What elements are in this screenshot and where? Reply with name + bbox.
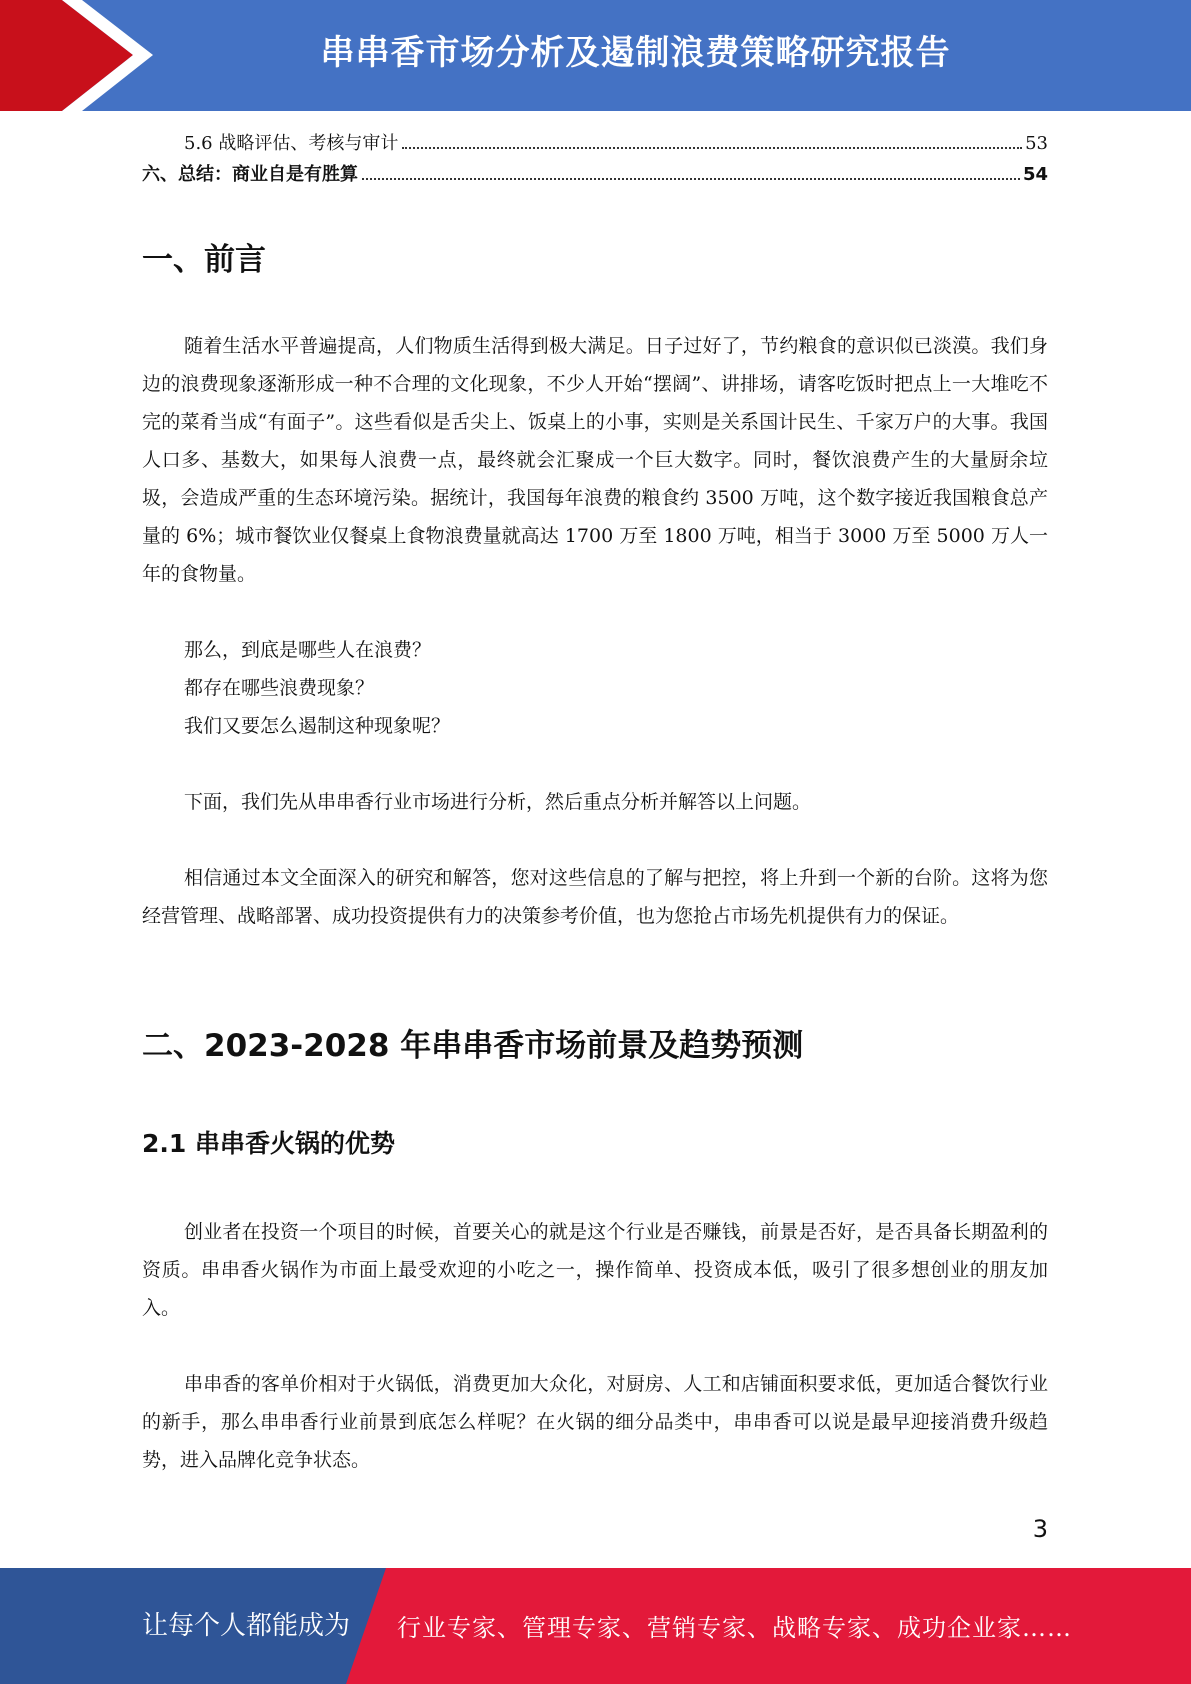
report-title: 串串香市场分析及遏制浪费策略研究报告 [320,33,951,73]
question-2: 都存在哪些浪费现象？ [184,677,375,699]
page-header [0,0,1191,111]
question-1: 那么，到底是哪些人在浪费？ [184,639,432,661]
toc-entry-page: 54 [1022,164,1048,185]
toc-entry-label: 5.6 战略评估、考核与审计 [184,133,399,154]
toc-entry[interactable] [142,160,1048,191]
footer-slogan-right: 行业专家、管理专家、营销专家、战略专家、成功企业家…… [397,1614,1072,1642]
table-of-contents [142,129,1048,191]
section-heading-market-outlook: 二、2023-2028 年串串香市场前景及趋势预测 [142,1028,804,1064]
subsection-heading-advantages: 2.1 串串香火锅的优势 [142,1129,395,1158]
section-heading-preface: 一、前言 [142,242,266,278]
preface-paragraph-3: 相信通过本文全面深入的研究和解答，您对这些信息的了解与把控，将上升到一个新的台阶。这将为您经营管理、战略部署、成功投资提供有力的决策参考价值，也为您抢占市场先机提供有力的保证。 [142,867,1048,927]
page-number: 3 [1032,1515,1048,1543]
preface-paragraph-1: 随着生活水平普遍提高，人们物质生活得到极大满足。日子过好了，节约粮食的意识似已淡漠。我们身边的浪费现象逐渐形成一种不合理的文化现象，不少人开始“摆阔”、讲排场，请客吃饭时把点上一大堆吃不完的菜肴当成“有面子”。这些看似是舌尖上、饭桌上的小事，实则是关系国计民生、千家万户的大事。我国人口多、基数大，如果每人浪费一点，最终就会汇聚成一个巨大数字。同时，餐饮浪费产生的大量厨余垃圾，会造成严重的生态环境污染。据统计，我国每年浪费的粮食约 3500 万吨，这个数字接近我国粮食总产量的 6%；城市餐饮业仅餐桌上食物浪费量就高达 1700 万至 1800 万吨，相当于 3000 万至 5000 万人一年的食物量。 [142,335,1048,585]
toc-leader-dots [402,147,1022,149]
toc-entry[interactable] [142,129,1048,160]
toc-entry-page: 53 [1025,133,1048,154]
toc-entry-label: 六、总结：商业自是有胜算 [142,164,358,185]
advantages-paragraph-2: 串串香的客单价相对于火锅低，消费更加大众化，对厨房、人工和店铺面积要求低，更加适合餐饮行业的新手，那么串串香行业前景到底怎么样呢？在火锅的细分品类中，串串香可以说是最早迎接消费升级趋势，进入品牌化竞争状态。 [142,1373,1048,1471]
preface-paragraph-2: 下面，我们先从串串香行业市场进行分析，然后重点分析并解答以上问题。 [184,791,812,813]
toc-leader-dots [362,178,1020,180]
footer-slogan-left: 让每个人都能成为 [142,1611,351,1641]
page-footer [0,1568,1191,1684]
question-3: 我们又要怎么遏制这种现象呢？ [184,715,451,737]
advantages-paragraph-1: 创业者在投资一个项目的时候，首要关心的就是这个行业是否赚钱，前景是否好，是否具备长期盈利的资质。串串香火锅作为市面上最受欢迎的小吃之一，操作简单、投资成本低，吸引了很多想创业的朋友加入。 [142,1221,1048,1319]
